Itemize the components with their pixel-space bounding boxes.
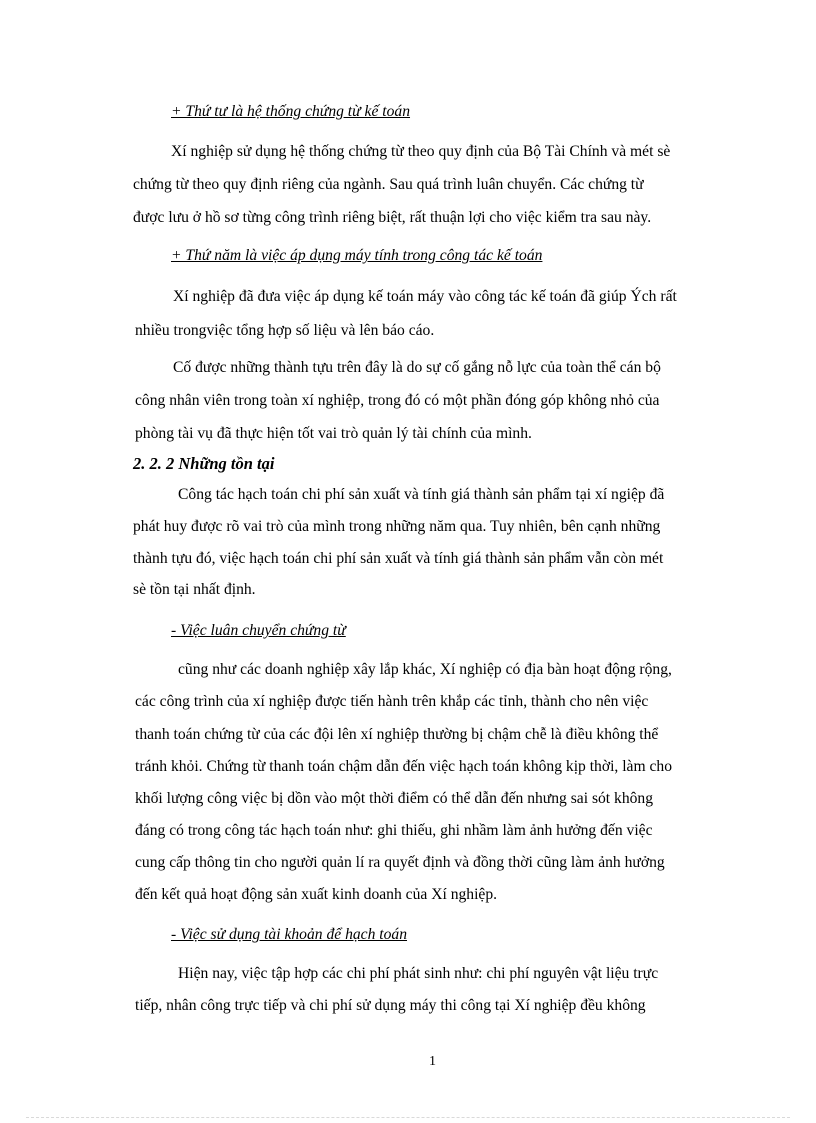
paragraph-line: Xí nghiệp sử dụng hệ thống chứng từ theo quy định của Bộ Tài Chính và mét sè: [171, 143, 671, 160]
paragraph-line: đáng có trong công tác hạch toán như: ghi thiếu, ghi nhầm làm ảnh hưởng đến việc: [135, 822, 653, 839]
heading-fourth-point: + Thứ tư là hệ thống chứng từ kế toán: [171, 103, 411, 120]
paragraph-line: thành tựu đó, việc hạch toán chi phí sản xuất và tính giá thành sản phẩm vẫn còn mét: [133, 550, 664, 567]
paragraph-line: khối lượng công việc bị dồn vào một thời điểm có thể dẫn đến nhưng sai sót không: [135, 790, 654, 807]
paragraph-line: Công tác hạch toán chi phí sản xuất và tính giá thành sản phẩm tại xí ngiệp đã: [178, 486, 665, 503]
paragraph-line: tránh khỏi. Chứng từ thanh toán chậm dẫn đến việc hạch toán không kịp thời, làm cho: [135, 758, 673, 775]
paragraph-line: nhiều trongviệc tổng hợp số liệu và lên báo cáo.: [135, 322, 435, 339]
page-bottom-divider: [26, 1117, 790, 1118]
paragraph-line: công nhân viên trong toàn xí nghiệp, trong đó có một phần đóng góp không nhỏ của: [135, 392, 660, 409]
paragraph-line: chứng từ theo quy định riêng của ngành. Sau quá trình luân chuyển. Các chứng từ: [133, 176, 644, 193]
paragraph-line: cung cấp thông tin cho người quản lí ra quyết định và đồng thời cũng làm ảnh hưởng: [135, 854, 665, 871]
paragraph-line: Hiện nay, việc tập hợp các chi phí phát sinh như: chi phí nguyên vật liệu trực: [178, 965, 659, 982]
page-number: 1: [429, 1054, 436, 1069]
paragraph-line: đến kết quả hoạt động sản xuất kinh doanh của Xí nghiệp.: [135, 886, 498, 903]
paragraph-line: Cố được những thành tựu trên đây là do sự cố gắng nỗ lực của toàn thể cán bộ: [173, 359, 661, 376]
heading-account-usage: - Việc sử dụng tài khoản để hạch toán: [171, 926, 408, 943]
paragraph-line: sè tồn tại nhất định.: [133, 581, 256, 598]
paragraph-line: thanh toán chứng từ của các đội lên xí nghiệp thường bị chậm chễ là điều không thể: [135, 726, 659, 743]
paragraph-line: phòng tài vụ đã thực hiện tốt vai trò quản lý tài chính của mình.: [135, 425, 532, 442]
paragraph-line: các công trình của xí nghiệp được tiến hành trên khắp các tỉnh, thành cho nên việc: [135, 693, 649, 710]
paragraph-line: được lưu ở hồ sơ từng công trình riêng biệt, rất thuận lợi cho việc kiểm tra sau này.: [133, 209, 652, 226]
heading-fifth-point: + Thứ năm là việc áp dụng máy tính trong công tác kế toán: [171, 247, 543, 264]
paragraph-line: Xí nghiệp đã đưa việc áp dụng kế toán máy vào công tác kế toán đã giúp Ých rất: [173, 288, 677, 305]
paragraph-line: cũng như các doanh nghiệp xây lắp khác, Xí nghiệp có địa bàn hoạt động rộng,: [178, 661, 672, 678]
section-heading: 2. 2. 2 Những tồn tại: [133, 454, 275, 473]
heading-voucher-circulation: - Việc luân chuyển chứng từ: [171, 622, 346, 639]
paragraph-line: phát huy được rõ vai trò của mình trong những năm qua. Tuy nhiên, bên cạnh những: [133, 518, 661, 535]
paragraph-line: tiếp, nhân công trực tiếp và chi phí sử dụng máy thi công tại Xí nghiệp đều không: [135, 997, 646, 1014]
